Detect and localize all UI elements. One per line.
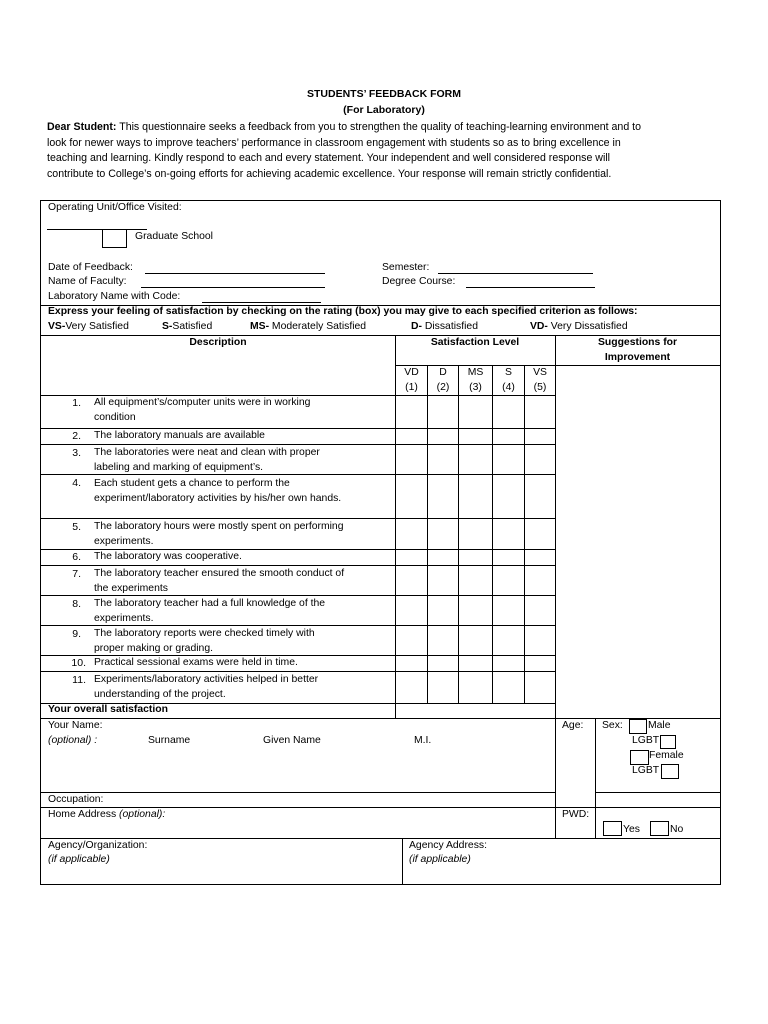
scale-vd: VD- Very Dissatisfied: [530, 321, 628, 332]
col-satisfaction: Satisfaction Level: [430, 337, 520, 348]
overall-satisfaction-label: Your overall satisfaction: [48, 704, 168, 715]
occupation-label: Occupation:: [48, 794, 104, 805]
home-address-label: Home Address (optional):: [48, 809, 166, 820]
date-field[interactable]: [145, 273, 325, 274]
level-vs: VS (5): [533, 367, 547, 393]
given-name-label: Given Name: [263, 735, 321, 746]
table-row: The laboratory teacher ensured the smooth conduct of the experiments: [94, 568, 345, 594]
degree-field[interactable]: [466, 287, 595, 288]
item-number: 11.: [72, 674, 86, 686]
item-number: 9.: [72, 628, 81, 640]
male-label: Male: [648, 720, 671, 731]
pwd-yes-label: Yes: [623, 824, 640, 835]
scale-vs: VS-Very Satisfied: [48, 321, 129, 332]
pwd-no-label: No: [670, 824, 684, 835]
intro-line-3: teaching and learning. Kindly respond to each and every statement. Your independent and well considered response will: [47, 152, 611, 165]
item-number: 8.: [72, 598, 81, 610]
table-row: The laboratory reports were checked timely with proper making or grading.: [94, 628, 315, 654]
agency-address-label: Agency Address:: [409, 840, 487, 851]
female-checkbox[interactable]: [630, 750, 649, 765]
level-ms: MS (3): [467, 367, 484, 393]
scale-ms: MS- Moderately Satisfied: [250, 321, 367, 332]
item-number: 3.: [72, 447, 81, 459]
salutation: Dear Student:: [47, 121, 117, 133]
intro-line-2: look for newer ways to improve teachers’ performance in classroom engagement with students so as to bring excellence in: [47, 136, 621, 149]
date-label: Date of Feedback:: [48, 262, 133, 273]
item-number: 4.: [72, 477, 81, 489]
name-label: Your Name:: [48, 720, 103, 731]
surname-label: Surname: [148, 735, 191, 746]
lgbt-female-checkbox[interactable]: [661, 764, 679, 779]
rating-instruction: Express your feeling of satisfaction by checking on the rating (box) you may give to each specified criterion as follows:: [48, 306, 638, 317]
table-row: The laboratories were neat and clean with proper labeling and marking of equipment’s.: [94, 447, 320, 473]
pwd-yes-checkbox[interactable]: [603, 821, 622, 836]
col-suggestions: Suggestions for Improvement: [597, 337, 678, 363]
table-row: Practical sessional exams were held in time.: [94, 657, 298, 668]
semester-field[interactable]: [438, 273, 593, 274]
agency-if-applicable: (if applicable): [48, 854, 110, 865]
mi-label: M.I.: [414, 735, 432, 746]
lab-field[interactable]: [202, 302, 321, 303]
level-s: S (4): [502, 367, 515, 393]
agency-label: Agency/Organization:: [48, 840, 148, 851]
level-d: D (2): [436, 367, 450, 393]
scale-d: D- Dissatisfied: [411, 321, 478, 332]
intro-paragraph: [47, 120, 720, 182]
lgbt-label: LGBT: [632, 765, 660, 776]
faculty-label: Name of Faculty:: [48, 276, 127, 287]
operating-unit-blank[interactable]: [47, 229, 147, 230]
level-vd: VD (1): [404, 367, 419, 393]
lgbt-male-checkbox[interactable]: [660, 735, 676, 749]
table-row: Experiments/laboratory activities helped in better understanding of the project.: [94, 674, 319, 700]
form-title: STUDENTS’ FEEDBACK FORM: [306, 88, 461, 100]
sex-label: Sex:: [602, 720, 623, 731]
pwd-label: PWD:: [562, 809, 590, 820]
agency-address-if-applicable: (if applicable): [409, 854, 471, 865]
intro-line-4: contribute to College’s on-going efforts for achieving academic excellence. Your response will remain strictly confidential.: [47, 167, 612, 180]
table-row: All equipment’s/computer units were in working condition: [94, 397, 311, 423]
item-number: 2.: [72, 430, 81, 442]
form-subtitle: (For Laboratory): [343, 104, 425, 116]
table-row: The laboratory teacher had a full knowledge of the experiments.: [94, 598, 326, 624]
intro-line-1: This questionnaire seeks a feedback from you to strengthen the quality of teaching-learning environment and to: [116, 121, 641, 133]
lgbt-label: LGBT: [632, 735, 660, 746]
operating-unit-label: Operating Unit/Office Visited:: [48, 202, 182, 213]
item-number: 1.: [72, 397, 81, 409]
table-row: The laboratory was cooperative.: [94, 551, 242, 562]
item-number: 6.: [72, 551, 81, 563]
faculty-field[interactable]: [141, 287, 325, 288]
degree-label: Degree Course:: [382, 276, 456, 287]
semester-label: Semester:: [382, 262, 430, 273]
item-number: 7.: [72, 568, 81, 580]
female-label: Female: [649, 750, 684, 761]
table-row: Each student gets a chance to perform the experiment/laboratory activities by his/her own hands.: [94, 478, 342, 504]
table-row: The laboratory manuals are available: [94, 430, 265, 441]
scale-s: S-Satisfied: [162, 321, 213, 332]
table-row: The laboratory hours were mostly spent on performing experiments.: [94, 521, 344, 547]
item-number: 10.: [71, 657, 86, 669]
pwd-no-checkbox[interactable]: [650, 821, 669, 836]
male-checkbox[interactable]: [629, 719, 647, 734]
age-label: Age:: [562, 720, 584, 731]
optional-label: (optional) :: [48, 735, 98, 746]
graduate-school-label: Graduate School: [135, 231, 213, 242]
col-description: Description: [189, 337, 247, 348]
item-number: 5.: [72, 521, 81, 533]
lab-label: Laboratory Name with Code:: [48, 291, 181, 302]
graduate-school-checkbox[interactable]: [102, 229, 127, 248]
